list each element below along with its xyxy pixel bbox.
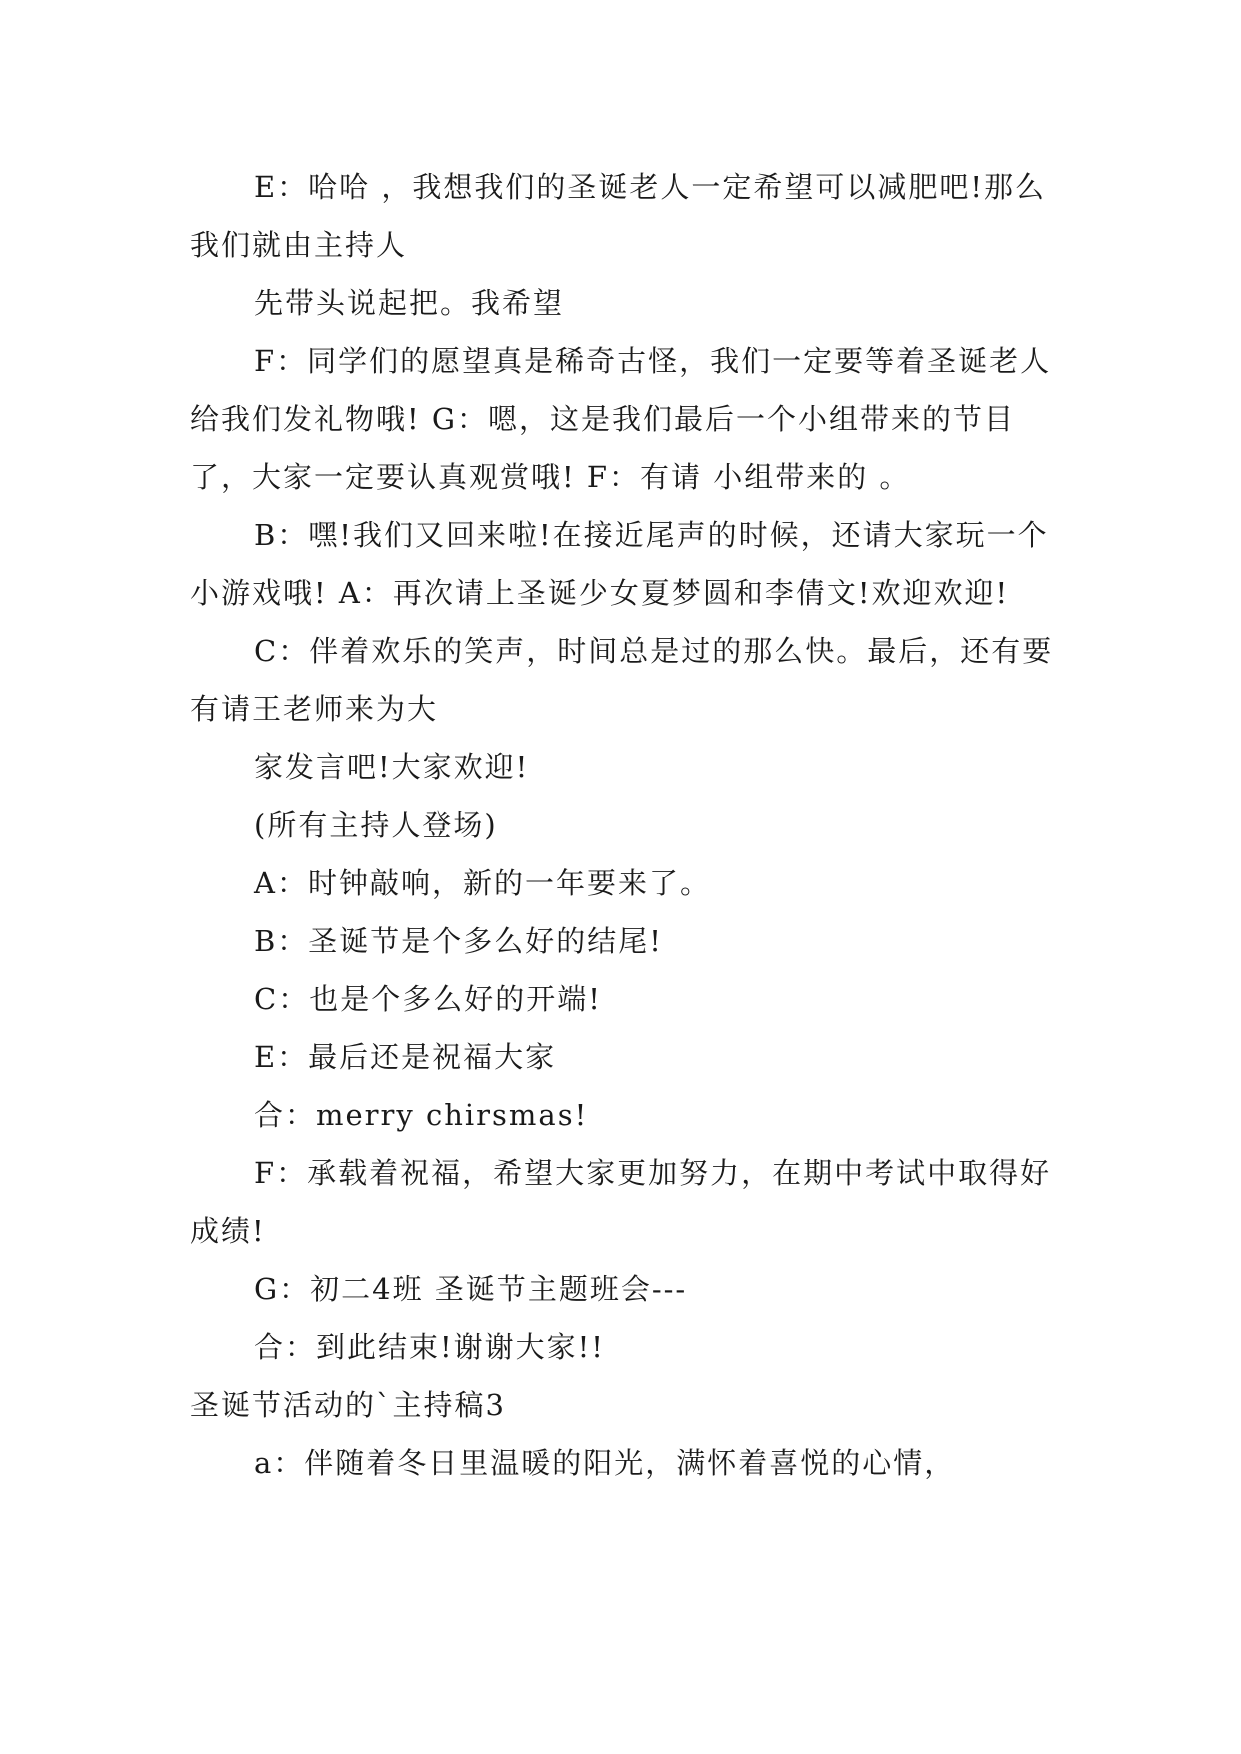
paragraph: 先带头说起把。我希望 [254, 286, 565, 320]
paragraph: F：同学们的愿望真是稀奇古怪，我们一定要等着圣诞老人给我们发礼物哦! G：嗯，这是我们最后一个小组带来的节目了，大家一定要认真观赏哦! F：有请 小组带来的 。 [190, 344, 1052, 494]
document-body [190, 158, 1070, 1492]
paragraph: B：嘿!我们又回来啦!在接近尾声的时候，还请大家玩一个小游戏哦! A：再次请上圣诞少女夏梦圆和李倩文!欢迎欢迎! [190, 518, 1049, 610]
paragraph: A：时钟敲响，新的一年要来了。 [254, 866, 711, 900]
paragraph: a：伴随着冬日里温暖的阳光，满怀着喜悦的心情， [254, 1446, 956, 1480]
paragraph: E：最后还是祝福大家 [254, 1040, 557, 1074]
paragraph: 家发言吧!大家欢迎! [254, 750, 530, 784]
paragraph: C：也是个多么好的开端! [254, 982, 602, 1016]
paragraph: E：哈哈 ，我想我们的圣诞老人一定希望可以减肥吧!那么我们就由主持人 [190, 170, 1047, 262]
paragraph: (所有主持人登场) [254, 808, 498, 842]
paragraph: C：伴着欢乐的笑声，时间总是过的那么快。最后，还有要有请王老师来为大 [190, 634, 1054, 726]
paragraph: B：圣诞节是个多么好的结尾! [254, 924, 663, 958]
paragraph: F：承载着祝福，希望大家更加努力，在期中考试中取得好成绩! [190, 1156, 1052, 1248]
paragraph: 合：merry chirsmas! [254, 1098, 589, 1132]
paragraph: 合：到此结束!谢谢大家!! [254, 1330, 605, 1364]
paragraph: G：初二4班 圣诞节主题班会--- [254, 1272, 688, 1306]
section-heading: 圣诞节活动的`主持稿3 [190, 1388, 506, 1422]
